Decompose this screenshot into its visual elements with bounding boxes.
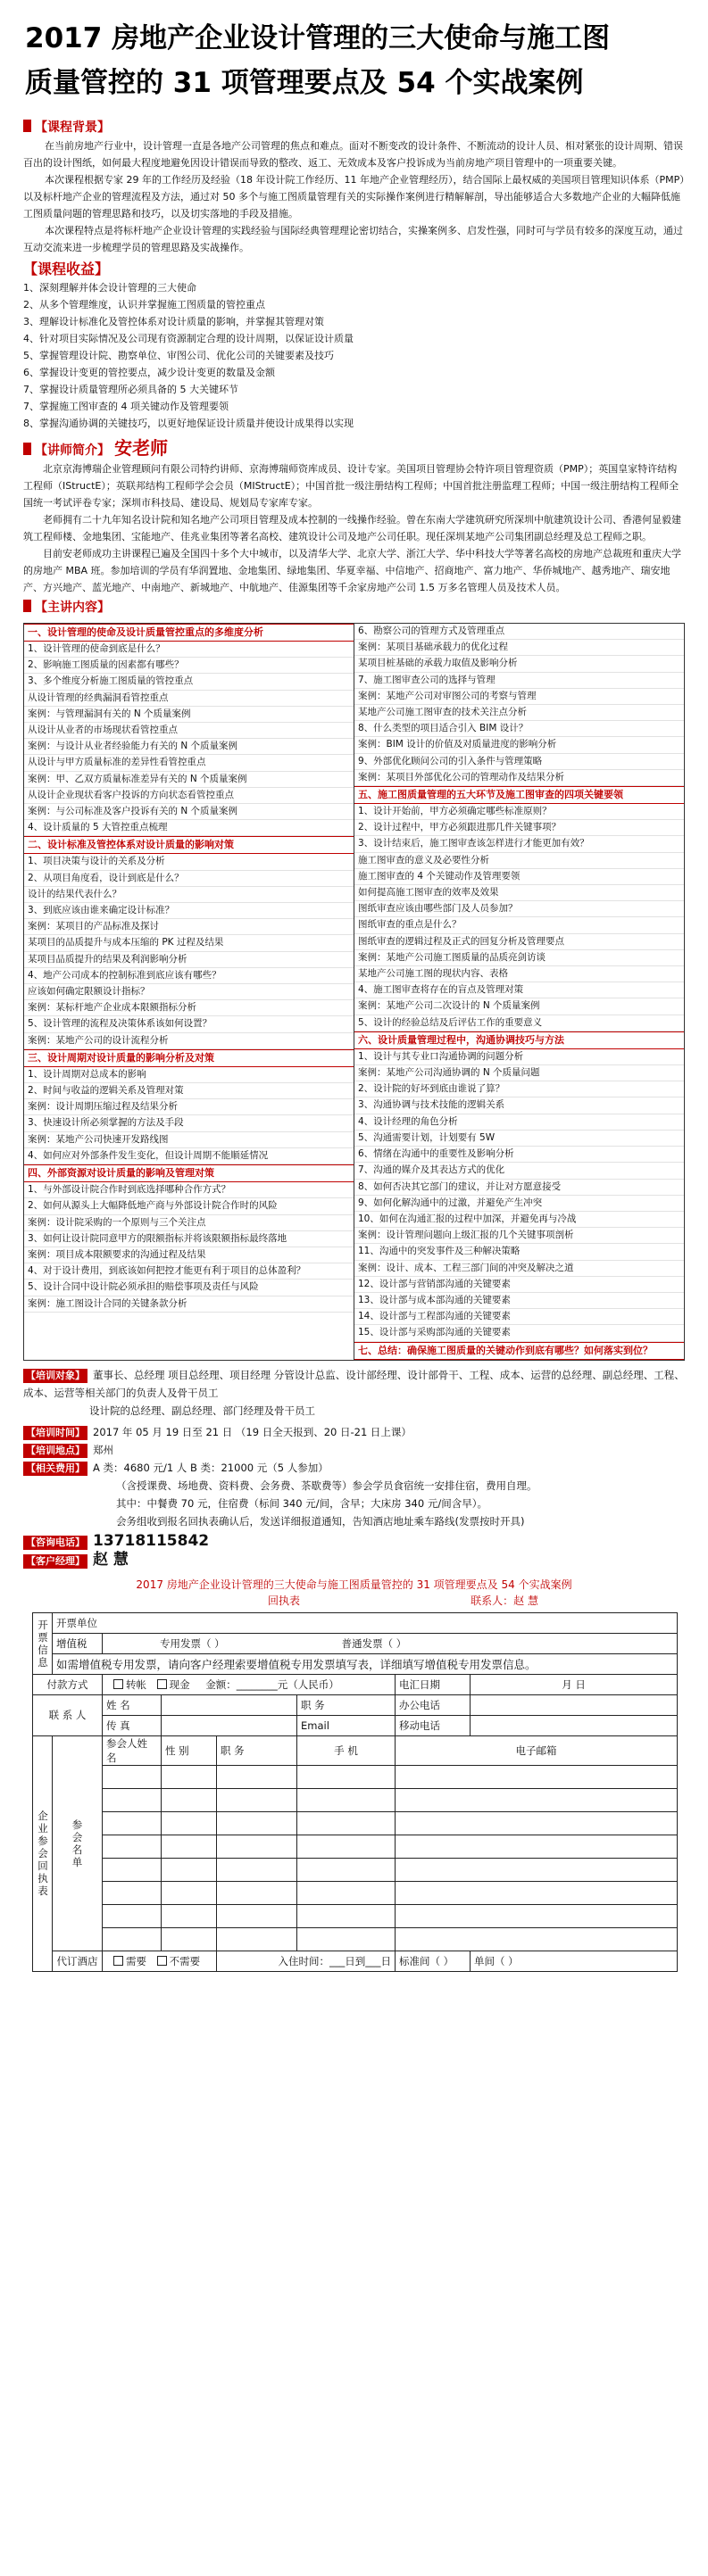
tax-label: 增值税 [53, 1633, 103, 1653]
outline-line: 案例：甲、乙双方质量标准差异有关的 N 个质量案例 [24, 772, 354, 788]
benefit-item: 7、掌握设计质量管理所必须具备的 5 大关键环节 [23, 384, 238, 395]
benefits-header: 【课程收益】 [23, 261, 110, 277]
outline-line: 3、设计结束后，施工图审查该怎样进行才能更加有效？ [354, 836, 684, 852]
outline-section-heading: 七、总结：确保施工图质量的关键动作到底有哪些？如何落实到位？ [354, 1342, 684, 1360]
outline-line: 案例：某地产公司施工图质量的品质亮剑访谈 [354, 950, 684, 966]
outline-line: 4、设计质量的 5 大管控重点梳理 [24, 820, 354, 836]
cash-label: 现金 [169, 1677, 190, 1691]
phone-label: 【咨询电话】 [23, 1536, 87, 1550]
title-line-1: 2017 房地产企业设计管理的三大使命与施工图 [25, 22, 611, 54]
lecturer-heading [23, 434, 685, 460]
benefits-section [0, 260, 708, 432]
outline-left-column [24, 624, 354, 1360]
lecturer-name: 安老师 [114, 437, 169, 459]
outline-line: 3、沟通协调与技术技能的逻辑关系 [354, 1097, 684, 1114]
page-title [0, 0, 708, 105]
outline-line: 4、对于设计费用，到底该如何把控才能更有利于项目的总体盈利？ [24, 1263, 354, 1280]
outline-line: 1、设计开始前，甲方必须确定哪些标准原则？ [354, 804, 684, 820]
invoice-side-label: 开票信息 [33, 1612, 53, 1674]
outline-line: 5、沟通需要计划，计划要有 5W [354, 1131, 684, 1147]
room-single-option[interactable]: 单间（ ） [471, 1951, 678, 1971]
lecturer-para-3: 目前安老师成功主讲课程已遍及全国四十多个大中城市，以及清华大学、北京大学、浙江大学、华中科技大学等著名高校的房地产总裁班和重庆大学的房地产 MBA 班。参加培训的学员有华润置地、金地集团、绿地集团、华夏幸福、中信地产、招商地产、富力地产、华侨城地产、越秀地产、瑞安地产、方兴地产、蓝光地产、中南地产、新城地产、中航地产、佳源集团等千余家房地产公司 1.5 万多名管理人员及技术人员。 [23, 548, 681, 593]
col-phone: 手 机 [297, 1735, 396, 1765]
email-label: Email [297, 1715, 396, 1735]
target-label: 【培训对象】 [23, 1369, 87, 1383]
service-label: 【客户经理】 [23, 1554, 87, 1569]
amount-field[interactable]: 金额：________元（人民币） [205, 1677, 339, 1691]
payment-options [103, 1674, 396, 1694]
time-value: 2017 年 05 月 19 日至 21 日 （19 日全天报到、20 日-21 日上课） [93, 1425, 412, 1438]
outline-line: 某项目的品质提升与成本压缩的 PK 过程及结果 [24, 935, 354, 951]
outline-line: 8、如何否决其它部门的建议，并让对方愿意接受 [354, 1180, 684, 1196]
general-invoice-option[interactable]: 普通发票（ ） [341, 1636, 407, 1650]
outline-line: 4、设计经理的角色分析 [354, 1114, 684, 1131]
outline-line: 2、如何从源头上大幅降低地产商与外部设计院合作时的风险 [24, 1198, 354, 1214]
benefit-item: 3、理解设计标准化及管控体系对设计质量的影响，并掌握其管理对策 [23, 316, 324, 327]
outline-section-heading: 四、外部资源对设计质量的影响及管理对策 [24, 1164, 354, 1182]
outline-line: 案例：与公司标准及客户投诉有关的 N 个质量案例 [24, 804, 354, 820]
benefit-item: 8、掌握沟通协调的关键技巧，以更好地保证设计质量并使设计成果得以实现 [23, 418, 354, 429]
outline-section-heading: 六、设计质量管理过程中，沟通协调技巧与方法 [354, 1031, 684, 1049]
outline-line: 6、情绪在沟通中的重要性及影响分析 [354, 1147, 684, 1163]
outline-line: 案例：某项目的产品标准及探讨 [24, 919, 354, 935]
phone-row [23, 1532, 685, 1551]
outline-line: 3、如何让设计院同意甲方的限额指标并将该限额指标最终落地 [24, 1231, 354, 1247]
col-gender: 性 别 [162, 1735, 217, 1765]
outline-header: 【主讲内容】 [23, 598, 110, 617]
outline-line: 1、项目决策与设计的关系及分析 [24, 854, 354, 870]
background-para-2: 本次课程根据专家 29 年的工作经历及经验（18 年设计院工作经历、11 年地产企业管理经历），结合国际上最权威的美国项目管理知识体系（PMP）以及标杆地产企业的管理流程及方法，通过对 50 多个与施工图质量管理有关的实际操作案例进行精解解剖，导出能够适合大多数地产企业的大幅降低施工图质量问题的管理思路和技巧，以及切实落地的手段及措施。 [23, 174, 685, 219]
outline-line: 13、设计部与成本部沟通的关键要素 [354, 1293, 684, 1309]
benefit-item: 6、掌握设计变更的管控要点，减少设计变更的数量及金额 [23, 367, 275, 378]
col-post: 职 务 [217, 1735, 297, 1765]
time-row [23, 1423, 685, 1441]
outline-line: 案例：设计、成本、工程三部门间的冲突及解决之道 [354, 1261, 684, 1277]
info-section [0, 1366, 708, 1570]
outline-line: 图纸审查应该由哪些部门及人员参加？ [354, 901, 684, 917]
payment-label: 付款方式 [33, 1674, 103, 1694]
form-title: 2017 房地产企业设计管理的三大使命与施工图质量管控的 31 项管理要点及 54 个实战案例 [136, 1578, 572, 1591]
title-line-2: 质量管控的 31 项管理要点及 54 个实战案例 [25, 67, 584, 99]
outline-line: 2、从项目角度看，设计到底是什么？ [24, 871, 354, 887]
outline-line: 案例：BIM 设计的价值及对质量进度的影响分析 [354, 737, 684, 753]
outline-line: 2、时间与收益的逻辑关系及管理对策 [24, 1083, 354, 1099]
outline-line: 案例：某标杆地产企业成本限额指标分析 [24, 1000, 354, 1016]
outline-line: 案例：某地产公司二次设计的 N 个质量案例 [354, 998, 684, 1015]
outline-line: 从设计管理的经典漏洞看管控重点 [24, 691, 354, 707]
need-checkbox[interactable] [113, 1956, 123, 1966]
name-label: 姓 名 [103, 1694, 162, 1715]
outline-line: 某项目品质提升的结果及利润影响分析 [24, 952, 354, 968]
fee-value: A 类：4680 元/1 人 B 类：21000 元（5 人参加） [93, 1461, 329, 1474]
outline-line: 施工图审查的 4 个关键动作及管理要领 [354, 869, 684, 885]
wire-date-label: 电汇日期 [396, 1674, 471, 1694]
receipt-label: 回执表 [268, 1594, 301, 1607]
invoice-note: 如需增值税专用发票，请向客户经理索要增值税专用发票填写表，详细填写增值税专用发票信息。 [53, 1653, 678, 1674]
outline-line: 图纸审查的逻辑过程及正式的回复分析及管理要点 [354, 934, 684, 950]
lecturer-header: 【讲师简介】 [23, 441, 110, 460]
col-mail: 电子邮箱 [396, 1735, 678, 1765]
outline-line: 设计的结果代表什么？ [24, 887, 354, 903]
outline-line: 4、如何应对外部条件发生变化，但设计周期不能顺延情况 [24, 1148, 354, 1164]
outline-section [0, 598, 708, 617]
company-unit-field[interactable]: 开票单位 [53, 1612, 678, 1633]
outline-line: 2、设计过程中，甲方必须跟进那几件关键事项？ [354, 820, 684, 836]
bullet-bar-icon [23, 443, 31, 455]
outline-table [23, 623, 685, 1361]
outline-section-heading: 三、设计周期对设计质量的影响分析及对策 [24, 1049, 354, 1067]
outline-line: 案例：设计周期压缩过程及结果分析 [24, 1099, 354, 1115]
outline-line: 1、设计周期对总成本的影响 [24, 1067, 354, 1083]
outline-line: 从设计从业者的市场现状看管控重点 [24, 723, 354, 739]
outline-line: 11、沟通中的突发事件及三种解决策略 [354, 1244, 684, 1260]
outline-line: 施工图审查的意义及必要性分析 [354, 853, 684, 869]
benefit-item: 4、针对项目实际情况及公司现有资源制定合理的设计周期，以保证设计质量 [23, 333, 354, 344]
outline-line: 如何提高施工图审查的效率及效果 [354, 885, 684, 901]
outline-line: 案例：某地产公司的设计流程分析 [24, 1033, 354, 1049]
cash-checkbox[interactable] [157, 1679, 167, 1689]
hotel-need-options: 需要 不需要 [103, 1951, 217, 1971]
outline-line: 8、什么类型的项目适合引入 BIM 设计？ [354, 721, 684, 737]
target-row [23, 1366, 685, 1402]
phone-value: 13718115842 [93, 1531, 210, 1550]
outline-line: 6、勘察公司的管理方式及管理重点 [354, 624, 684, 640]
registration-form [32, 1612, 678, 1972]
attendee-list-label: 参会名单 [53, 1735, 103, 1951]
benefit-item: 2、从多个管理维度，认识并掌握施工图质量的管控重点 [23, 299, 265, 311]
attendee-row[interactable] [33, 1858, 678, 1881]
hotel-label: 代订酒店 [53, 1951, 103, 1971]
outline-line: 1、设计与其专业口沟通协调的问题分析 [354, 1049, 684, 1065]
outline-line: 9、外部优化顾问公司的引入条件与管理策略 [354, 754, 684, 770]
outline-line: 案例：施工图设计合同的关键条款分析 [24, 1296, 354, 1313]
room-standard-option[interactable]: 标准间（ ） [396, 1951, 471, 1971]
target-line-2: 设计院的总经理、副总经理、部门经理及骨干员工 [89, 1404, 315, 1417]
place-label: 【培训地点】 [23, 1444, 87, 1458]
special-invoice-option[interactable]: 专用发票（ ） [160, 1636, 225, 1650]
transfer-label: 转帐 [126, 1677, 146, 1691]
outline-section-heading: 二、设计标准及管控体系对设计质量的影响对策 [24, 836, 354, 854]
col-attendee-name: 参会人姓名 [103, 1735, 162, 1765]
fee-row [23, 1459, 685, 1477]
outline-line: 4、施工图审查将存在的盲点及管理对策 [354, 982, 684, 998]
outline-line: 2、影响施工图质量的因素都有哪些？ [24, 658, 354, 674]
lecturer-section [0, 434, 708, 596]
outline-right-column [354, 624, 684, 1360]
outline-line: 1、设计管理的使命到底是什么？ [24, 642, 354, 658]
fee-label: 【相关费用】 [23, 1462, 87, 1476]
mobile-field[interactable] [471, 1715, 678, 1735]
contact-person-label: 联 系 人 [33, 1694, 103, 1735]
fax-field[interactable] [162, 1715, 297, 1735]
outline-line: 5、设计管理的流程及决策体系该如何设置？ [24, 1016, 354, 1032]
outline-line: 某项目桩基础的承载力取值及影响分析 [354, 656, 684, 672]
fee-line-3: 会务组收到报名回执表确认后，发送详细报道通知，告知酒店地址乘车路线(发票按时开具) [116, 1514, 525, 1528]
benefit-item: 1、深刻理解并体会设计管理的三大使命 [23, 282, 196, 294]
form-contact: 联系人：赵 慧 [471, 1594, 538, 1607]
outline-line: 案例：与管理漏洞有关的 N 个质量案例 [24, 707, 354, 723]
outline-line: 7、沟通的媒介及其表达方式的优化 [354, 1163, 684, 1179]
outline-line: 某地产公司施工图审查的技术关注点分析 [354, 705, 684, 721]
fax-label: 传 真 [103, 1715, 162, 1735]
outline-line: 4、地产公司成本的控制标准到底应该有哪些？ [24, 968, 354, 984]
time-label: 【培训时间】 [23, 1426, 87, 1440]
outline-line: 12、设计部与营销部沟通的关键要素 [354, 1277, 684, 1293]
background-section [0, 118, 708, 256]
outline-line: 10、如何在沟通汇报的过程中加深，并避免再与冷战 [354, 1212, 684, 1228]
attendee-row[interactable] [33, 1881, 678, 1904]
office-phone-label: 办公电话 [396, 1694, 471, 1715]
outline-line: 案例：与设计从业者经验能力有关的 N 个质量案例 [24, 739, 354, 755]
benefits-list [23, 279, 685, 432]
attendee-row[interactable] [33, 1765, 678, 1788]
outline-line: 从设计与甲方质量标准的差异性看管控重点 [24, 755, 354, 771]
attendee-row[interactable] [33, 1811, 678, 1835]
wire-date-field[interactable]: 月 日 [471, 1674, 678, 1694]
outline-line: 案例：某地产公司快速开发路线图 [24, 1132, 354, 1148]
service-row [23, 1551, 685, 1570]
outline-line: 15、设计部与采购部沟通的关键要素 [354, 1325, 684, 1341]
attendee-side-label: 企业参会回执表 [33, 1735, 53, 1971]
outline-line: 案例：设计管理问题向上级汇报的几个关键事项剖析 [354, 1228, 684, 1244]
attendee-row[interactable] [33, 1904, 678, 1927]
outline-section-heading: 一、设计管理的使命及设计质量管控重点的多维度分析 [24, 624, 354, 642]
lecturer-para-2: 老师拥有二十九年知名设计院和知名地产公司项目管理及成本控制的一线操作经验。曾在东南大学建筑研究所深圳中航建筑设计公司、香港何显毅建筑工程师楼、金地集团、宝能地产、佳兆业集团等著名高校、建筑设计公司及地产公司任职。现任深圳某地产公司集团副总经理及总工程师之职。 [23, 514, 681, 543]
outline-line: 14、设计部与工程部沟通的关键要素 [354, 1309, 684, 1325]
transfer-checkbox[interactable] [113, 1679, 123, 1689]
outline-line: 7、施工图审查公司的选择与管理 [354, 673, 684, 689]
outline-line: 案例：项目成本限额要求的沟通过程及结果 [24, 1247, 354, 1263]
outline-line: 某地产公司施工图的现状内容、表格 [354, 966, 684, 982]
office-phone-field[interactable] [471, 1694, 678, 1715]
bullet-bar-icon [23, 120, 31, 132]
benefit-item: 7、掌握施工图审查的 4 项关键动作及管理要领 [23, 401, 229, 412]
outline-line: 图纸审查的重点是什么？ [354, 917, 684, 933]
outline-line: 1、与外部设计院合作时到底选择哪种合作方式？ [24, 1182, 354, 1198]
place-row [23, 1441, 685, 1459]
outline-section-heading: 五、施工图质量管理的五大环节及施工图审查的四项关键要领 [354, 786, 684, 804]
outline-line: 从设计企业现状看客户投诉的方向状态看管控重点 [24, 788, 354, 804]
outline-line: 案例：某地产公司对审图公司的考察与管理 [354, 689, 684, 705]
outline-line: 应该如何确定限额设计指标？ [24, 984, 354, 1000]
outline-line: 2、设计院的好坏到底由谁说了算？ [354, 1081, 684, 1097]
outline-line: 3、快速设计所必须掌握的方法及手段 [24, 1115, 354, 1131]
lecturer-para-1: 北京京海博瑞企业管理顾问有限公司特约讲师、京海博瑞师资库成员、设计专家。美国项目管理协会特许项目管理资质（PMP）；英国皇家特许结构工程师（IStructE）；英联邦结构工程师学会会员（MIStructE）；中国首批一级注册结构工程师；中国首批注册监理工程师；中国一级注册结构工程师全国统一考试评卷专家；深圳市科技局、建设局、规划局专家库专家。 [23, 463, 679, 509]
place-value: 郑州 [93, 1443, 113, 1456]
no-need-checkbox[interactable] [157, 1956, 167, 1966]
service-value: 赵 慧 [93, 1550, 129, 1569]
background-para-1: 在当前房地产行业中，设计管理一直是各地产公司管理的焦点和难点。面对不断变改的设计条件、不断流动的设计人员、相对紧张的设计周期、错误百出的设计图纸，如何最大程度地避免因设计错误而导致的整改、返工、无效成本及客户投诉成为当前房地产项目管理中的一项重要关键。 [23, 140, 683, 169]
outline-line: 案例：某地产公司沟通协调的 N 个质量问题 [354, 1065, 684, 1081]
outline-line: 3、多个维度分析施工图质量的管控重点 [24, 674, 354, 690]
checkin-field[interactable]: 入住时间：___日到___日 [217, 1951, 396, 1971]
attendee-row[interactable] [33, 1835, 678, 1858]
outline-line: 5、设计的经验总结及后评估工作的重要意义 [354, 1015, 684, 1031]
outline-line: 案例：某项目基础承载力的优化过程 [354, 640, 684, 656]
outline-line: 9、如何化解沟通中的过激，并避免产生冲突 [354, 1196, 684, 1212]
position-label: 职 务 [297, 1694, 396, 1715]
benefit-item: 5、掌握管理设计院、勘察单位、审图公司、优化公司的关键要素及技巧 [23, 350, 334, 361]
invoice-type-row [103, 1633, 678, 1653]
attendee-row[interactable] [33, 1927, 678, 1951]
name-field[interactable] [162, 1694, 297, 1715]
outline-line: 5、设计合同中设计院必须承担的赔偿事项及责任与风险 [24, 1280, 354, 1296]
bullet-bar-icon [23, 600, 31, 612]
form-subtitle [0, 1593, 708, 1609]
target-line-1: 董事长、总经理 项目总经理、项目经理 分管设计总监、设计部经理、设计部骨干、工程、成本、运营的总经理、副总经理、工程、成本、运营等相关部门的负责人及骨干员工 [23, 1368, 685, 1399]
fee-line-2: 其中：中餐费 70 元，住宿费（标间 340 元/间，含早；大床房 340 元/间含早）。 [116, 1496, 487, 1510]
background-para-3: 本次课程特点是将标杆地产企业设计管理的实践经验与国际经典管理理论密切结合，实操案例多、启发性强，同时可与学员有较多的深度互动，通过互动交流来进一步梳理学员的管理思路及实战操作。 [23, 225, 683, 253]
mobile-label: 移动电话 [396, 1715, 471, 1735]
outline-line: 3、到底应该由谁来确定设计标准？ [24, 903, 354, 919]
background-header: 【课程背景】 [23, 118, 110, 137]
fee-line-1: （含授课费、场地费、资料费、会务费、茶歇费等）参会学员食宿统一安排住宿，费用自理。 [116, 1479, 537, 1492]
outline-line: 案例：设计院采购的一个原则与三个关注点 [24, 1215, 354, 1231]
outline-line: 案例：某项目外部优化公司的管理动作及结果分析 [354, 770, 684, 786]
attendee-row[interactable] [33, 1788, 678, 1811]
